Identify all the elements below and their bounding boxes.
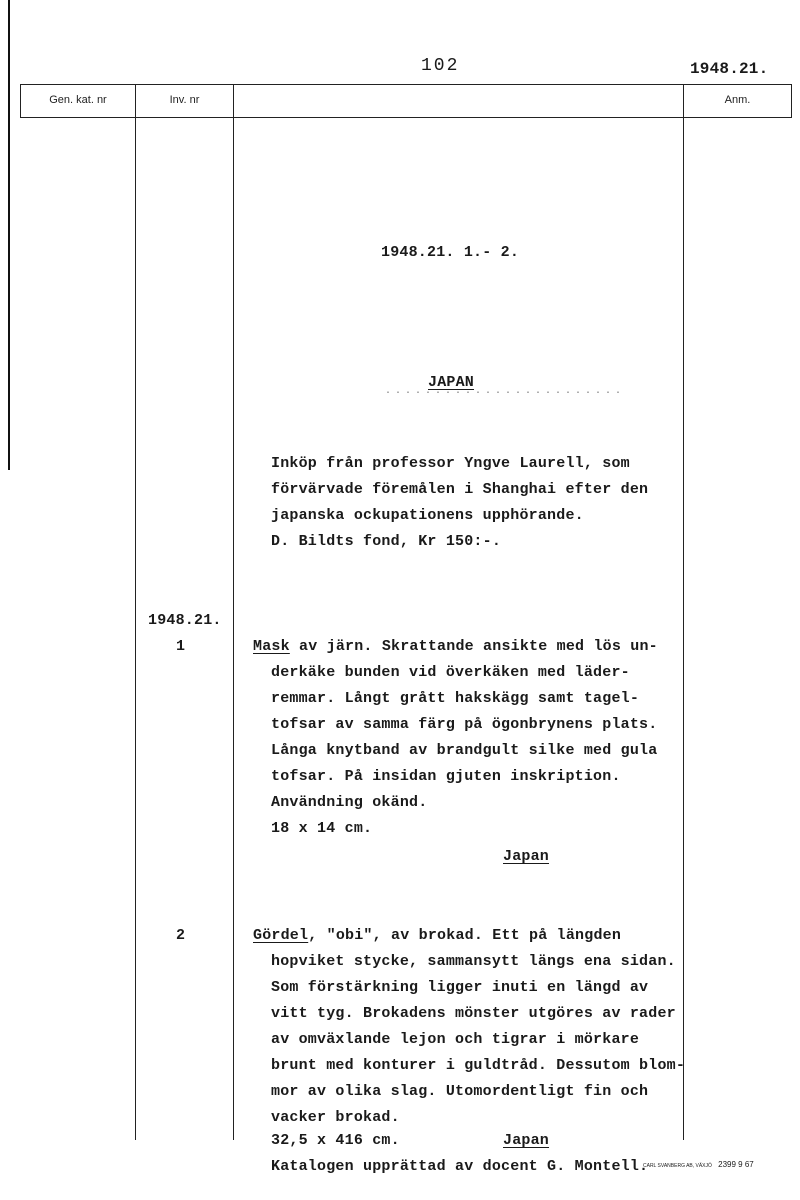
inv-number: 1 xyxy=(176,638,186,655)
column-header-gen-kat-nr: Gen. kat. nr xyxy=(49,94,107,106)
collection-range: 1948.21. 1.- 2. xyxy=(381,244,520,261)
item-size: 32,5 x 416 cm. xyxy=(271,1132,400,1149)
intro-line: japanska ockupationens upphörande. xyxy=(271,507,584,524)
item-title: Mask xyxy=(253,638,290,655)
item-origin: Japan xyxy=(503,848,550,865)
catalog-id: 1948.21. xyxy=(690,60,769,78)
item-line: hopviket stycke, sammansytt längs ena sidan. xyxy=(271,953,676,970)
printer-imprint xyxy=(643,1160,754,1169)
item-line: tofsar av samma färg på ögonbrynens plats. xyxy=(271,716,658,733)
print-code: 2399 9 67 xyxy=(718,1160,754,1169)
item-title: Gördel xyxy=(253,927,309,944)
item-line: vitt tyg. Brokadens mönster utgöres av rader xyxy=(271,1005,676,1022)
item-line: av omväxlande lejon och tigrar i mörkare xyxy=(271,1031,640,1048)
inv-prefix: 1948.21. xyxy=(148,612,222,629)
item-line: mor av olika slag. Utomordentligt fin och xyxy=(271,1083,649,1100)
item-line xyxy=(253,638,658,655)
collection-region: JAPAN xyxy=(428,374,475,391)
item-line: brunt med konturer i guldtråd. Dessutom blom- xyxy=(271,1057,686,1074)
binding-edge xyxy=(8,0,10,470)
item-text: , "obi", av brokad. Ett på längden xyxy=(308,927,622,944)
column-divider-text-anm xyxy=(683,84,684,1140)
item-line xyxy=(253,927,621,944)
page-number: 102 xyxy=(421,56,460,76)
cataloger-note: Katalogen upprättad av docent G. Montell. xyxy=(271,1158,649,1175)
column-header-inv-nr: Inv. nr xyxy=(169,94,200,106)
item-line: vacker brokad. xyxy=(271,1109,400,1126)
item-text: av järn. Skrattande ansikte med lös un- xyxy=(289,638,658,655)
dotted-leader: ........................ xyxy=(385,386,626,397)
column-divider-inv-text xyxy=(233,84,234,1140)
column-header-anm: Anm. xyxy=(724,94,751,106)
intro-line: D. Bildts fond, Kr 150:-. xyxy=(271,533,502,550)
item-line: remmar. Långt grått hakskägg samt tagel- xyxy=(271,690,640,707)
item-line: 18 x 14 cm. xyxy=(271,820,373,837)
item-line: Användning okänd. xyxy=(271,794,428,811)
inv-number: 2 xyxy=(176,927,186,944)
item-line: Långa knytband av brandgult silke med gula xyxy=(271,742,658,759)
frame-right xyxy=(791,84,792,118)
intro-line: Inköp från professor Yngve Laurell, som xyxy=(271,455,630,472)
intro-line: förvärvade föremålen i Shanghai efter den xyxy=(271,481,649,498)
item-origin: Japan xyxy=(503,1132,550,1149)
column-divider-gen-inv xyxy=(135,84,136,1140)
item-line: Som förstärkning ligger inuti en längd av xyxy=(271,979,649,996)
item-line: derkäke bunden vid överkäken med läder- xyxy=(271,664,630,681)
printer-name: CARL SVANBERG AB, VÄXJÖ xyxy=(643,1163,712,1169)
item-line: tofsar. På insidan gjuten inskription. xyxy=(271,768,621,785)
